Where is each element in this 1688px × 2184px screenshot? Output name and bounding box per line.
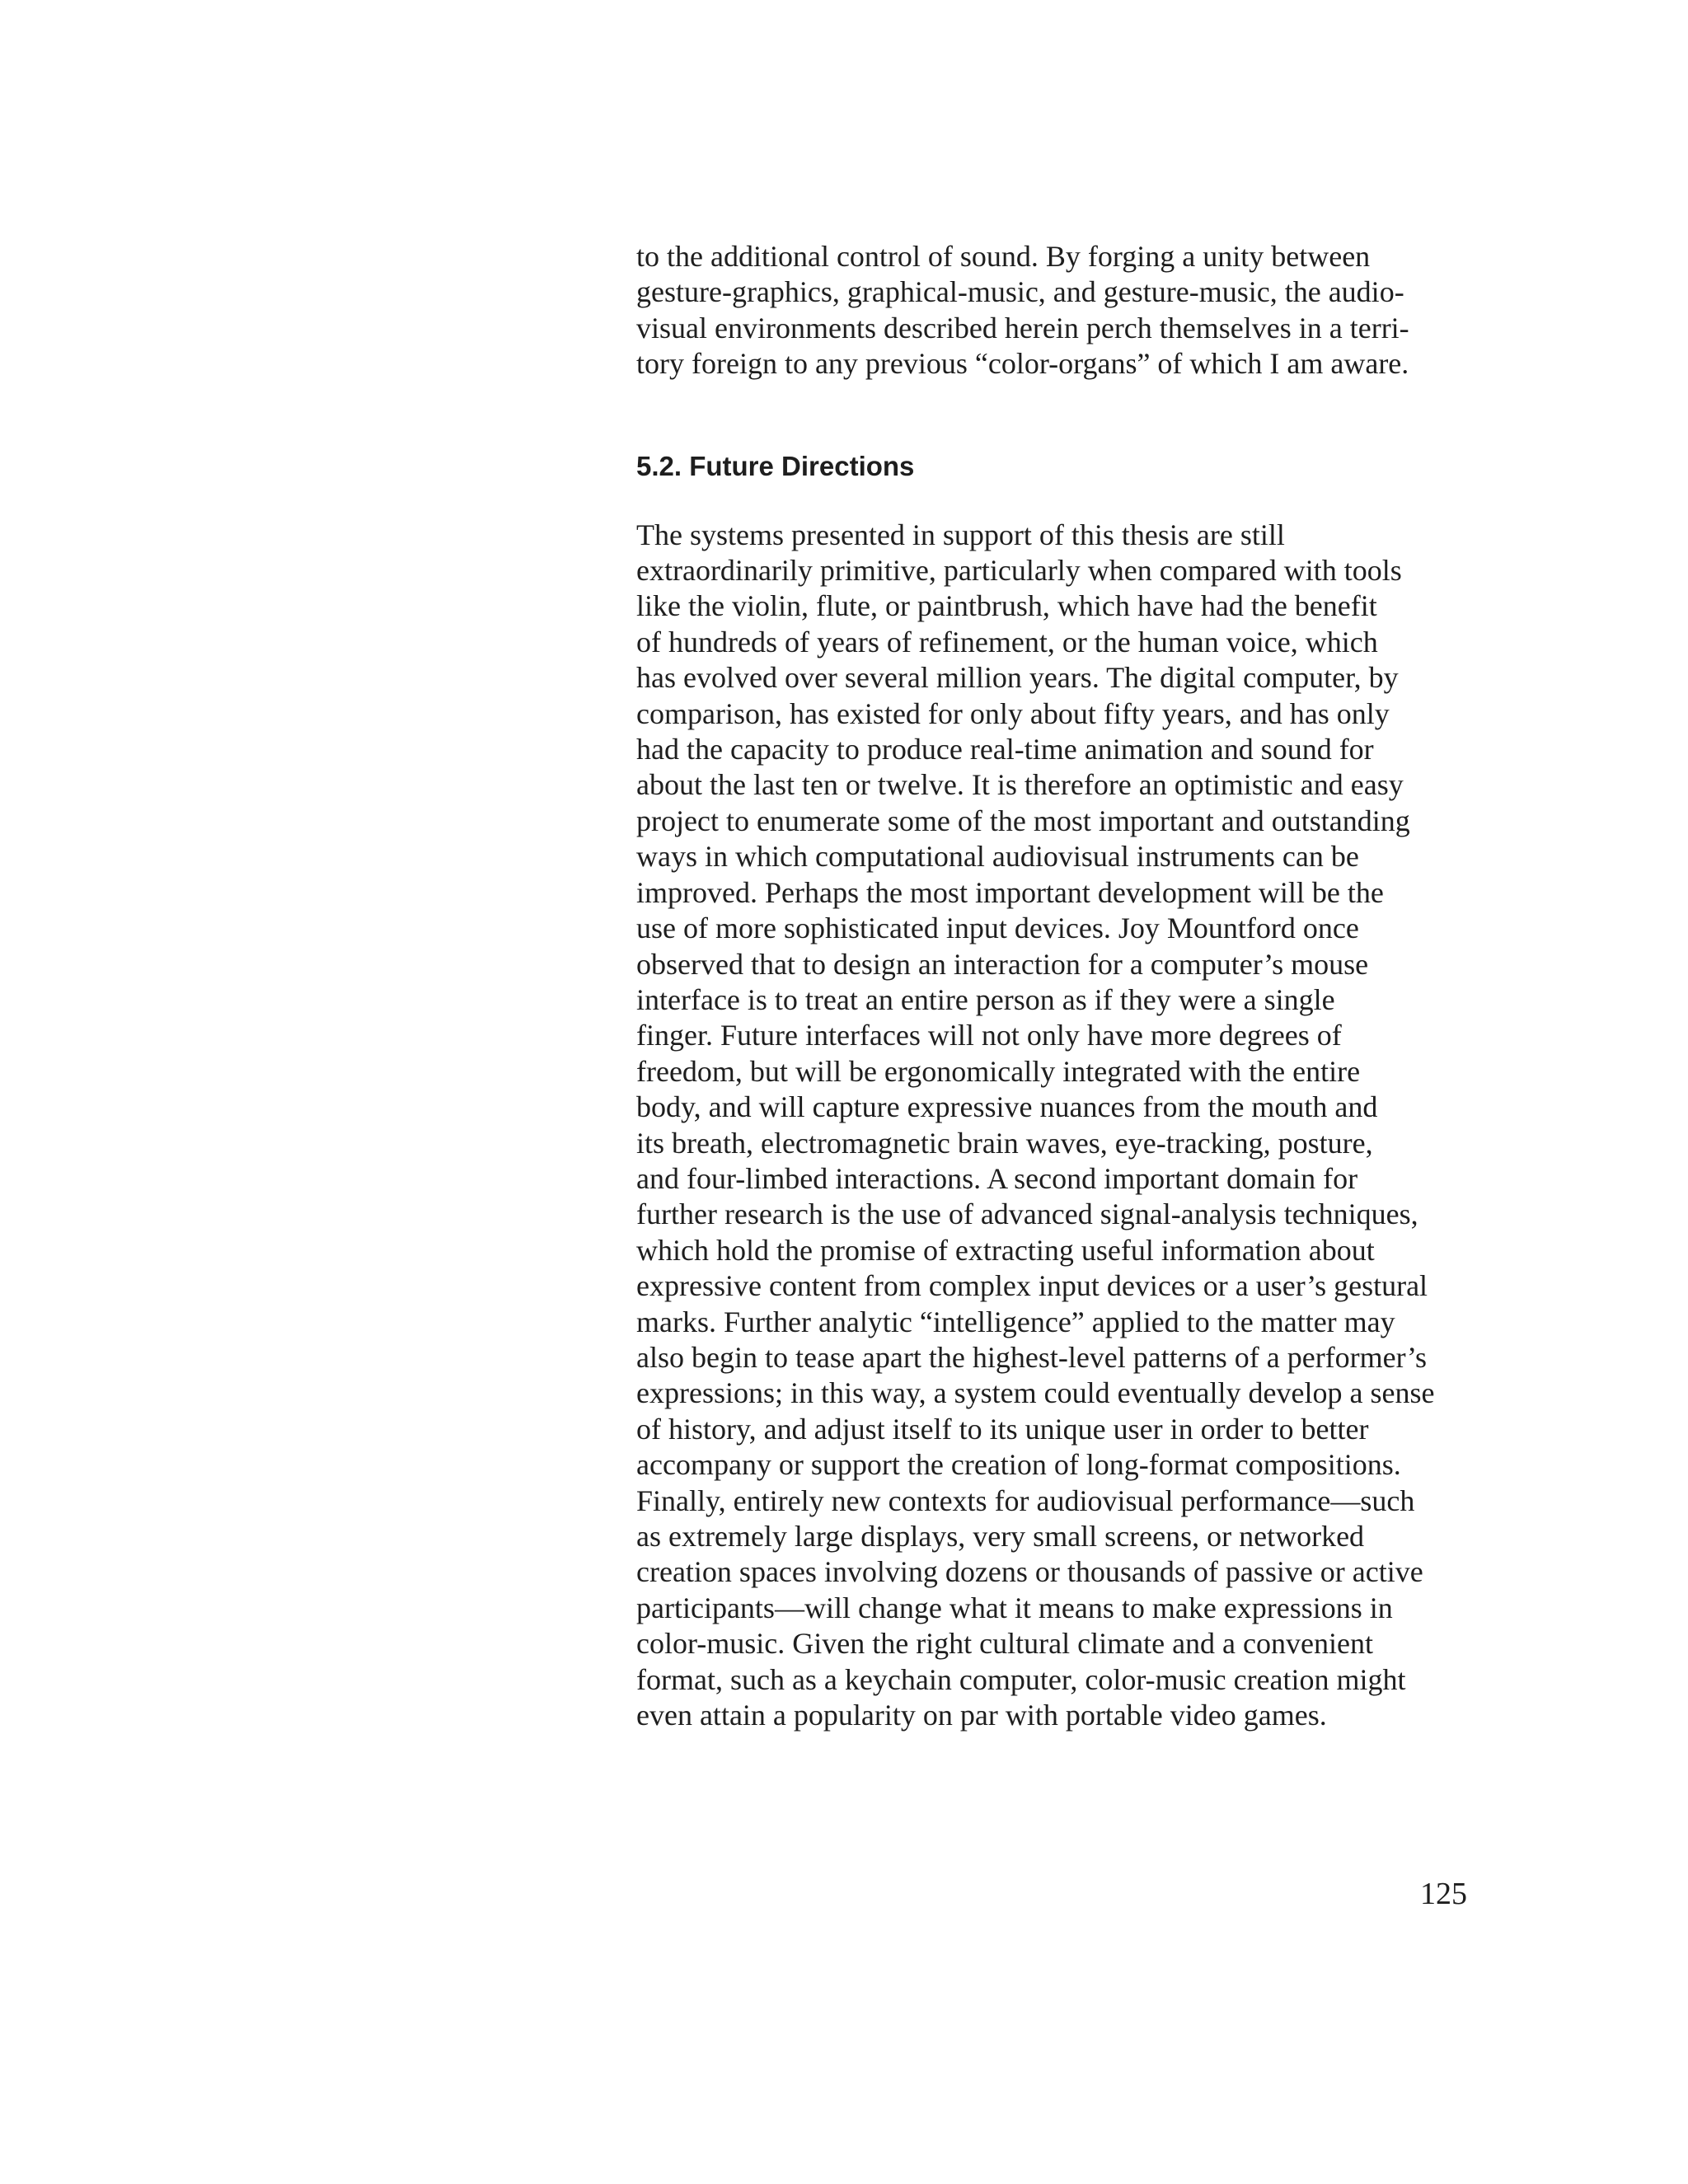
paragraph-line: interface is to treat an entire person as if they were a single [636,982,1335,1016]
paragraph-line: body, and will capture expressive nuances from the mouth and [636,1090,1378,1124]
paragraph-line: freedom, but will be ergonomically integrated with the entire [636,1054,1361,1088]
paragraph-line: which hold the promise of extracting useful information about [636,1233,1375,1267]
paragraph-line: had the capacity to produce real-time animation and sound for [636,733,1374,766]
intro-line: tory foreign to any previous “color-organs” of which I am aware. [636,347,1409,381]
paragraph-line: expressive content from complex input devices or a user’s gestural [636,1269,1428,1303]
paragraph-line: expressions; in this way, a system could eventually develop a sense [636,1376,1435,1410]
paragraph-line: The systems presented in support of this thesis are still [636,518,1285,551]
paragraph-line: comparison, has existed for only about fifty years, and has only [636,696,1390,730]
paragraph-line: of history, and adjust itself to its unique user in order to better [636,1412,1369,1446]
paragraph-line: accompany or support the creation of long-format compositions. [636,1448,1401,1482]
paragraph-line: also begin to tease apart the highest-level patterns of a performer’s [636,1340,1427,1374]
paragraph-line: has evolved over several million years. The digital computer, by [636,661,1399,695]
paragraph-line: as extremely large displays, very small screens, or networked [636,1520,1365,1553]
paragraph-line: Finally, entirely new contexts for audiovisual performance—such [636,1483,1415,1517]
intro-paragraph [636,239,1477,382]
paragraph-line: its breath, electromagnetic brain waves, eye-tracking, posture, [636,1126,1373,1160]
paragraph-line: of hundreds of years of refinement, or the human voice, which [636,625,1378,658]
paragraph-line: participants—will change what it means to make expressions in [636,1591,1393,1624]
intro-line: gesture-graphics, graphical-music, and gesture-music, the audio- [636,275,1404,309]
paragraph-line: and four-limbed interactions. A second important domain for [636,1161,1358,1195]
section-heading: 5.2. Future Directions [636,450,915,481]
paragraph-line: use of more sophisticated input devices. Joy Mountford once [636,912,1359,945]
paragraph-line: observed that to design an interaction for a computer’s mouse [636,947,1369,981]
paragraph-line: format, such as a keychain computer, color-music creation might [636,1662,1406,1696]
paragraph-line: further research is the use of advanced signal-analysis techniques, [636,1197,1418,1231]
paragraph-line: project to enumerate some of the most important and outstanding [636,804,1410,837]
paragraph-line: extraordinarily primitive, particularly when compared with tools [636,554,1402,588]
paragraph-line: like the violin, flute, or paintbrush, which have had the benefit [636,589,1377,623]
paragraph-line: finger. Future interfaces will not only have more degrees of [636,1019,1342,1052]
paragraph-line: even attain a popularity on par with portable video games. [636,1699,1327,1732]
text-column [636,239,1477,1733]
section-paragraph [636,518,1477,1734]
page-number: 125 [1420,1877,1467,1911]
intro-line: visual environments described herein perch themselves in a terri- [636,311,1409,344]
paragraph-line: improved. Perhaps the most important development will be the [636,875,1384,909]
paragraph-line: creation spaces involving dozens or thousands of passive or active [636,1555,1423,1589]
paragraph-line: color-music. Given the right cultural climate and a convenient [636,1627,1373,1661]
paragraph-line: about the last ten or twelve. It is therefore an optimistic and easy [636,768,1404,802]
paragraph-line: marks. Further analytic “intelligence” applied to the matter may [636,1305,1395,1338]
paragraph-line: ways in which computational audiovisual instruments can be [636,840,1359,874]
intro-line: to the additional control of sound. By forging a unity between [636,240,1371,273]
